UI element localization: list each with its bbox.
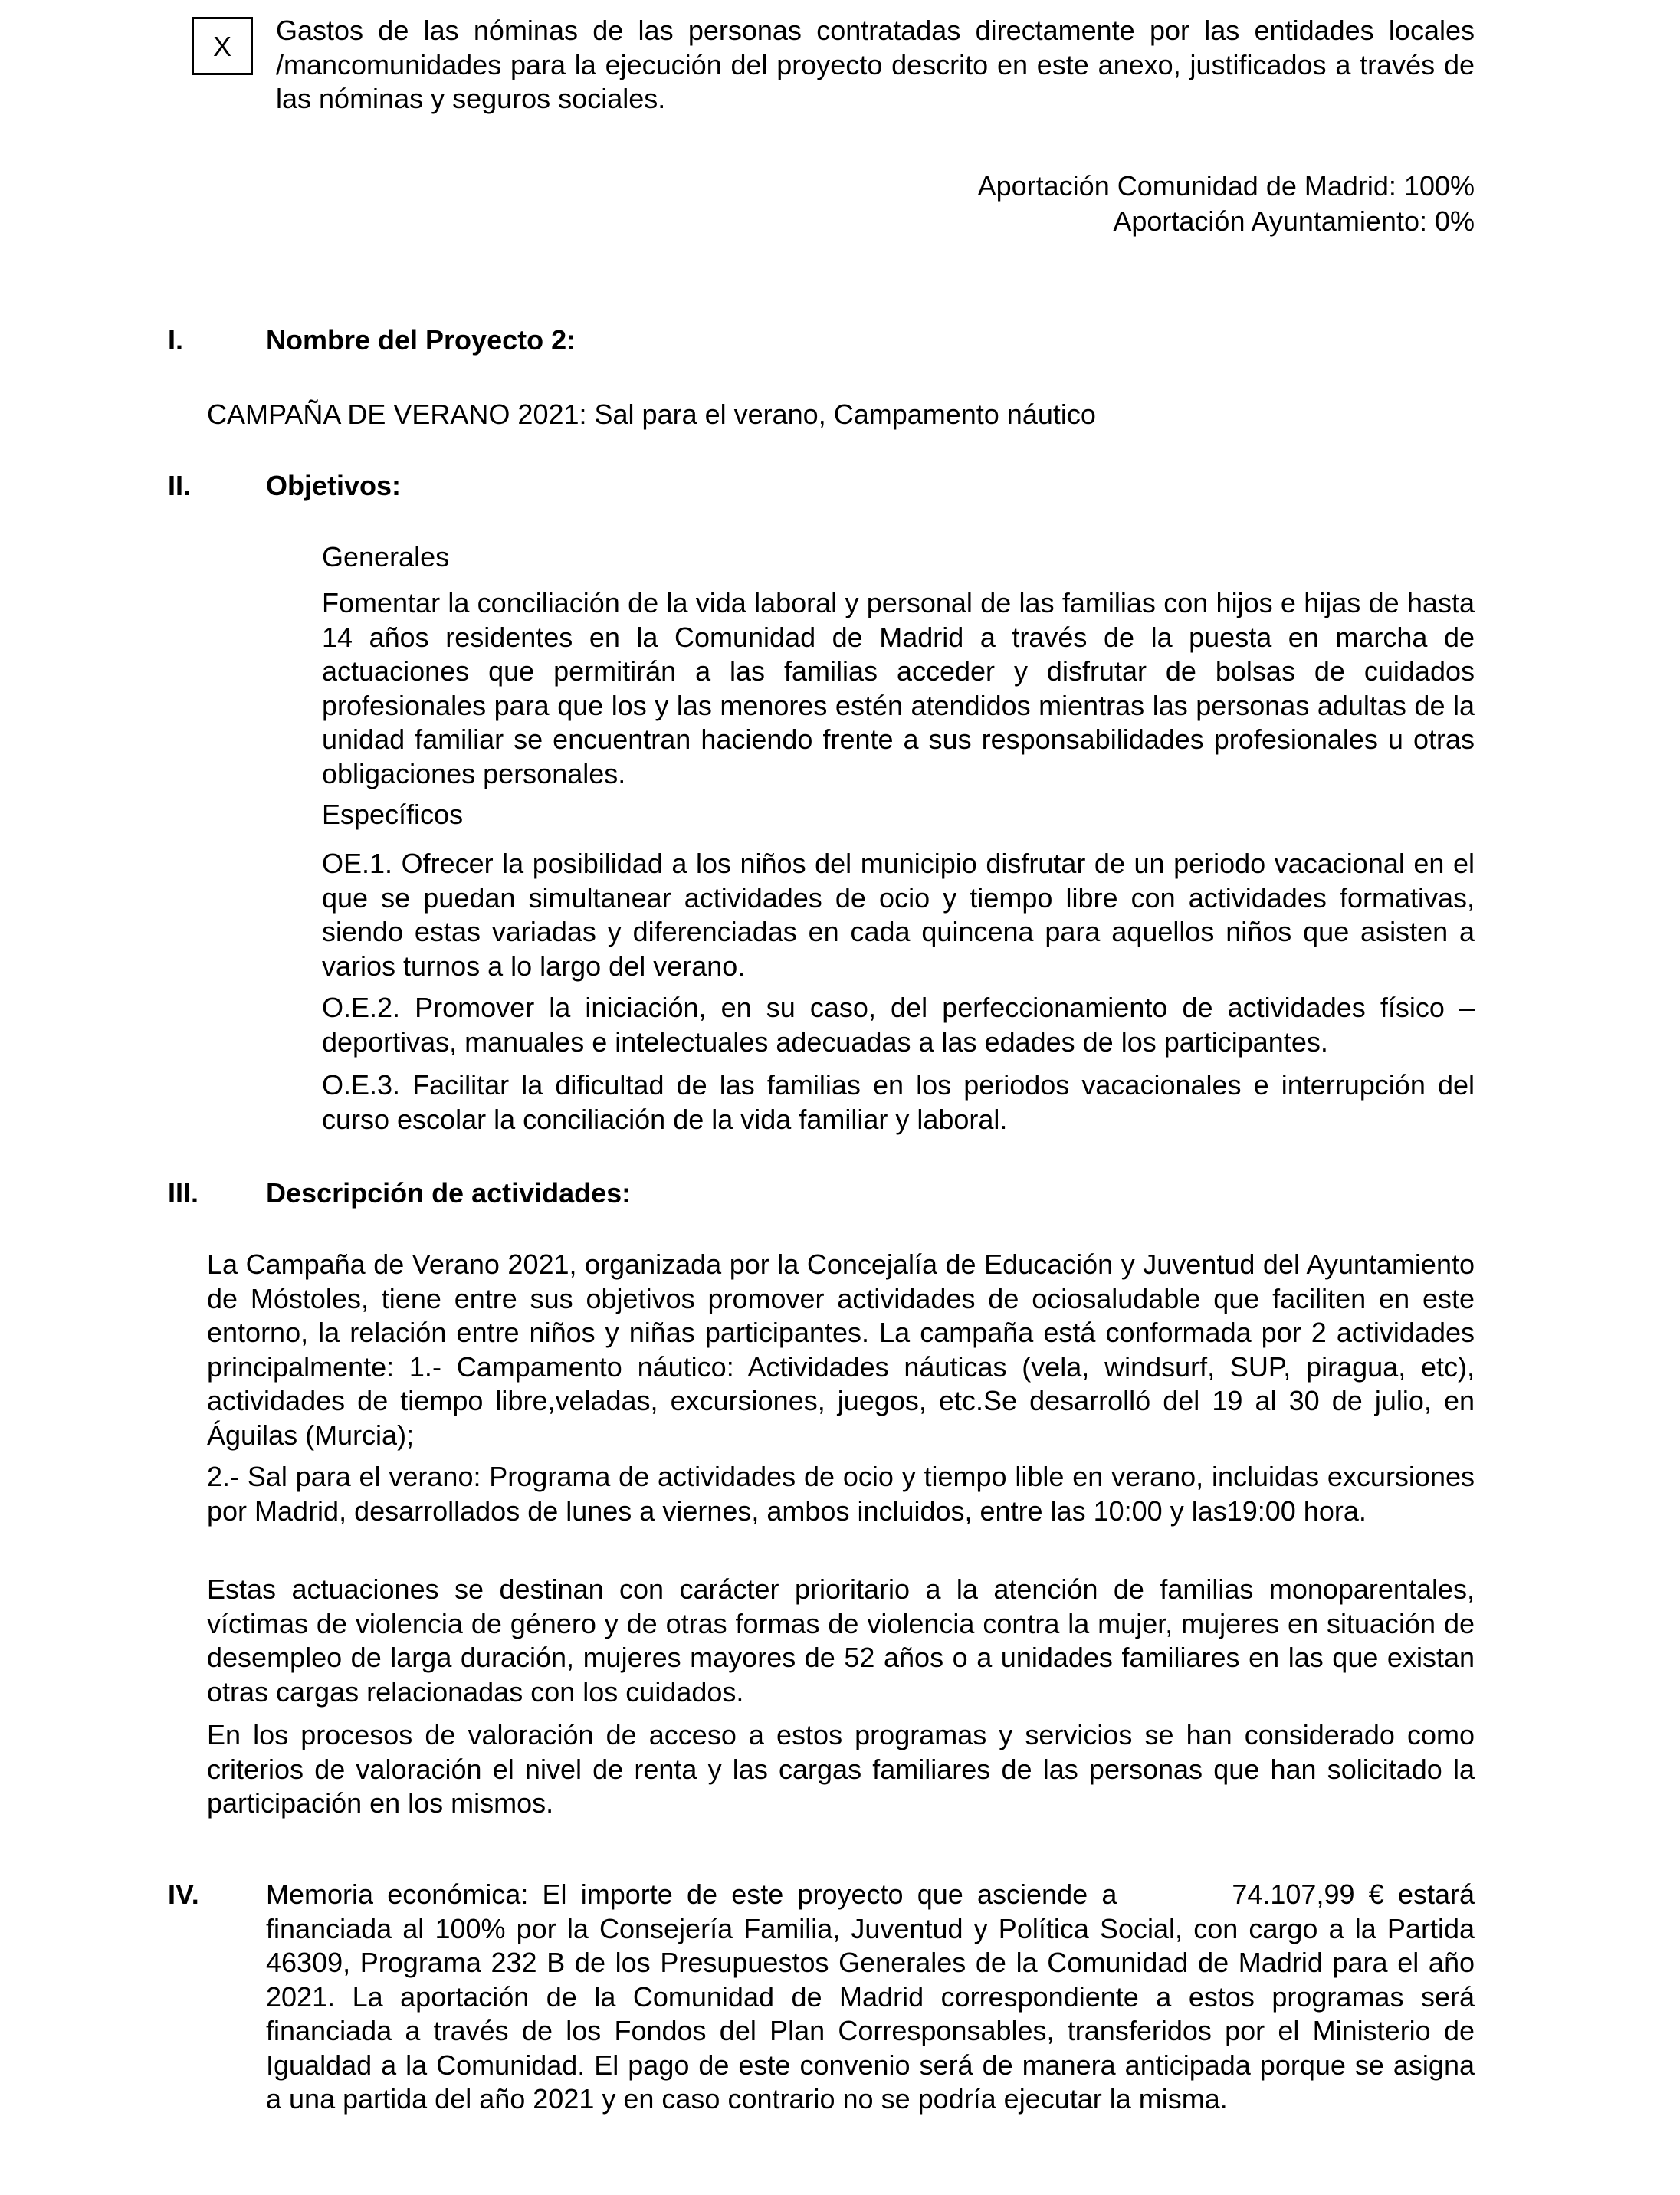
activities-paragraph-4: En los procesos de valoración de acceso a estos programas y servicios se han considerado como criterios de valoración el nivel de renta y las cargas familiares de las personas que han solicitado la participación en los mismos.: [207, 1719, 1475, 1819]
aportacion-comunidad: Aportación Comunidad de Madrid: 100%: [977, 170, 1475, 202]
activities-paragraph-1: La Campaña de Verano 2021, organizada por la Concejalía de Educación y Juventud del Ayuntamiento de Móstoles, tiene entre sus objetivos promover actividades de ociosaludable que faciliten en este entorno, la relación entre niños y niñas participantes. La campaña está conformada por 2 actividades principalmente: 1.- Campamento náutico: Actividades náuticas (vela, windsurf, SUP, piragua, etc), actividades de tiempo libre,veladas, excursiones, juegos, etc.Se desarrolló del 19 al 30 de julio, en Águilas (Murcia);: [207, 1248, 1475, 1451]
generales-label: Generales: [322, 541, 450, 573]
activities-paragraph-2: 2.- Sal para el verano: Programa de actividades de ocio y tiempo lible en verano, incluidas excursiones por Madrid, desarrollados de lunes a viernes, ambos incluidos, entre las 10:00 y las19:00 hora.: [207, 1461, 1475, 1527]
objective-oe1: OE.1. Ofrecer la posibilidad a los niños del municipio disfrutar de un periodo vacacional en el que se puedan simultanear actividades de ocio y tiempo libre con actividades formativas, siendo estas variadas y diferenciadas en cada quincena para aquellos niños que asisten a varios turnos a lo largo del verano.: [322, 848, 1475, 982]
section-3-number: III.: [168, 1177, 199, 1209]
section-1-title: Nombre del Proyecto 2:: [266, 324, 576, 356]
section-3-title: Descripción de actividades:: [266, 1177, 632, 1209]
expense-type-checkbox: X: [192, 17, 253, 75]
project-amount: 74.107,99 €: [1232, 1878, 1384, 1910]
economic-memory-lead: Memoria económica: El importe de este proyecto que asciende a: [266, 1878, 1117, 1910]
section-1-number: I.: [168, 324, 184, 356]
section-2-title: Objetivos:: [266, 470, 402, 501]
activities-paragraph-3: Estas actuaciones se destinan con carácter prioritario a la atención de familias monoparentales, víctimas de violencia de género y de otras formas de violencia contra la mujer, mujeres en situación de desempleo de larga duración, mujeres mayores de 52 años o a unidades familiares en las que existan otras cargas relacionadas con los cuidados.: [207, 1573, 1475, 1708]
objective-oe2: O.E.2. Promover la iniciación, en su caso, del perfeccionamiento de actividades físico – deportivas, manuales e intelectuales adecuadas a las edades de los participantes.: [322, 992, 1475, 1058]
generales-paragraph: Fomentar la conciliación de la vida laboral y personal de las familias con hijos e hijas de hasta 14 años residentes en la Comunidad de Madrid a través de la puesta en marcha de actuaciones que permitirán a las familias acceder y disfrutar de bolsas de cuidados profesionales para que los y las menores estén atendidos mientras las personas adultas de la unidad familiar se encuentran haciendo frente a sus responsabilidades profesionales u otras obligaciones personales.: [322, 587, 1475, 789]
especificos-label: Específicos: [322, 799, 464, 830]
section-4-number: IV.: [168, 1878, 199, 1910]
economic-memory-paragraph: [266, 1878, 1475, 2117]
objective-oe3: O.E.3. Facilitar la dificultad de las familias en los periodos vacacionales e interrupción del curso escolar la conciliación de la vida familiar y laboral.: [322, 1069, 1475, 1135]
project-name: CAMPAÑA DE VERANO 2021: Sal para el verano, Campamento náutico: [207, 399, 1096, 430]
section-2-number: II.: [168, 470, 192, 501]
intro-paragraph: Gastos de las nóminas de las personas contratadas directamente por las entidades locales /mancomunidades para la ejecución del proyecto descrito en este anexo, justificados a través de las nóminas y seguros sociales.: [276, 15, 1475, 114]
aportacion-ayuntamiento: Aportación Ayuntamiento: 0%: [1113, 205, 1475, 237]
economic-memory-text: estará financiada al 100% por la Consejería Familia, Juventud y Política Social, con cargo a la Partida 46309, Programa 232 B de los Presupuestos Generales de la Comunidad de Madrid para el año 2021. La aportación de la Comunidad de Madrid correspondiente a estos programas será financiada a través de los Fondos del Plan Corresponsables, transferidos por el Ministerio de Igualdad a la Comunidad. El pago de este convenio será de manera anticipada porque se asigna a una partida del año 2021 y en caso contrario no se podría ejecutar la misma.: [266, 1878, 1475, 2115]
